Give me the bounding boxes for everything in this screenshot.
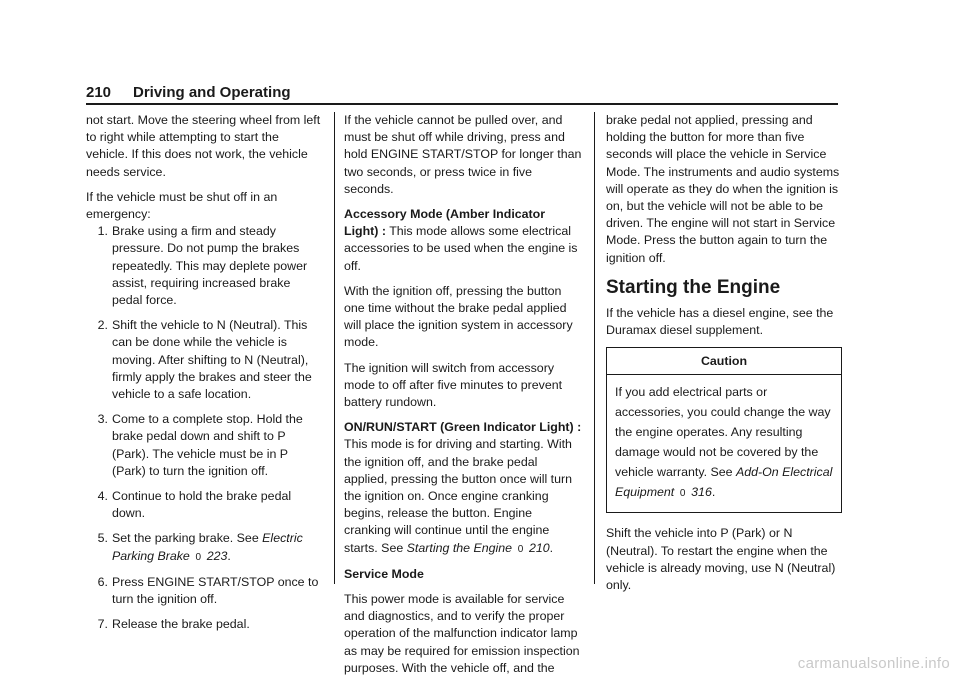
cross-reference-page[interactable]: 316 bbox=[691, 485, 712, 500]
page-header bbox=[86, 84, 838, 104]
cross-reference-page[interactable]: 223 bbox=[206, 548, 228, 563]
page-number: 210 bbox=[86, 84, 112, 101]
column-divider-2 bbox=[594, 112, 595, 584]
list-item: 7. Release the brake pedal. bbox=[97, 617, 250, 632]
caution-title: Caution bbox=[607, 348, 841, 375]
column-divider-1 bbox=[334, 112, 335, 584]
column-3 bbox=[606, 112, 842, 602]
paragraph: not start. Move the steering wheel from left to right while attempting to start the vehicle. If this does not work, the vehicle needs service. bbox=[86, 113, 321, 179]
paragraph: With the ignition off, pressing the button one time without the brake pedal applied will place the ignition system in accessory mode. bbox=[344, 283, 573, 350]
list-item: 4. Continue to hold the brake pedal down. bbox=[97, 489, 292, 521]
service-mode-heading: Service Mode bbox=[344, 566, 424, 581]
starting-engine-heading: Starting the Engine bbox=[606, 276, 781, 298]
section-title: Driving and Operating bbox=[133, 84, 291, 101]
paragraph: This power mode is available for service and diagnostics, and to verify the proper operation of the malfunction indicator lamp as may be required for emission inspection purposes. With the vehicle off, and the bbox=[344, 592, 580, 675]
paragraph: brake pedal not applied, pressing and holding the button for more than five seconds will place the vehicle in Service Mode. The instruments and audio systems will operate as they do when the ignition is on, but the vehicle will not be able to be driven. The engine will not start in Service Mode. Press the button again to turn the ignition off. bbox=[606, 113, 840, 265]
list-item: 6. Press ENGINE START/STOP once to turn the ignition off. bbox=[97, 574, 319, 607]
cross-reference-link[interactable]: Add-On Electrical Equipment bbox=[615, 465, 833, 500]
list-item: 5. Set the parking brake. See Electric Parking Brake 0 223. bbox=[86, 530, 324, 565]
accessory-mode-paragraph: Accessory Mode (Amber Indicator Light) : This mode allows some electrical accessories to be used when the engine is off. bbox=[344, 207, 578, 273]
list-item: 2. Shift the vehicle to N (Neutral). This can be done while the vehicle is moving. After shifting to N (Neutral), firmly apply the brakes and steer the vehicle to a safe location. bbox=[97, 318, 312, 402]
on-run-start-paragraph: ON/RUN/START (Green Indicator Light) : This mode is for driving and starting. With the ignition off, and the brake pedal applied, pressing the button once will turn the ignition on. Once engine cranking begins, release the button. Engine cranking will continue until the engine starts. See Starting the Engine 0 210. bbox=[344, 419, 582, 558]
cross-reference-link[interactable]: Starting the Engine bbox=[406, 540, 513, 555]
on-run-start-label: ON/RUN/START (Green Indicator Light) : bbox=[344, 420, 582, 435]
cross-reference-link[interactable]: Electric Parking Brake bbox=[112, 531, 303, 563]
cross-reference-page[interactable]: 210 bbox=[528, 540, 550, 555]
column-2 bbox=[344, 112, 582, 685]
accessory-mode-label: Accessory Mode (Amber Indicator Light) : bbox=[344, 207, 546, 239]
column-1 bbox=[86, 112, 324, 641]
watermark: carmanualsonline.info bbox=[797, 655, 950, 672]
list-item: 3. Come to a complete stop. Hold the brake pedal down and shift to P (Park). The vehicle must be in P (Park) to turn the ignition off. bbox=[97, 412, 303, 478]
paragraph: The ignition will switch from accessory mode to off after five minutes to prevent battery rundown. bbox=[344, 360, 563, 410]
list-item: 1. Brake using a firm and steady pressure. Do not pump the brakes repeatedly. This may deplete power assist, requiring increased brake pedal force. bbox=[97, 224, 308, 308]
caution-box bbox=[606, 347, 842, 513]
page-ref-arrow-icon: 0 bbox=[195, 551, 202, 563]
paragraph: If the vehicle cannot be pulled over, and must be shut off while driving, press and hold ENGINE START/STOP for longer than two seconds, or press twice in five seconds. bbox=[344, 113, 582, 196]
header-rule bbox=[86, 103, 838, 105]
paragraph: If the vehicle must be shut off in an emergency: bbox=[86, 189, 278, 222]
page-ref-arrow-icon: 0 bbox=[679, 488, 686, 500]
paragraph: If the vehicle has a diesel engine, see the Duramax diesel supplement. bbox=[606, 305, 834, 338]
emergency-steps-list bbox=[86, 223, 324, 633]
paragraph: Shift the vehicle into P (Park) or N (Neutral). To restart the engine when the vehicle is already moving, use N (Neutral) only. bbox=[606, 526, 836, 593]
page-ref-arrow-icon: 0 bbox=[517, 543, 524, 555]
caution-body: If you add electrical parts or accessories, you could change the way the engine operates. Any resulting damage would not be covered by the vehicle warranty. See Add-On Electrical Equipment 0 316. bbox=[607, 375, 841, 512]
